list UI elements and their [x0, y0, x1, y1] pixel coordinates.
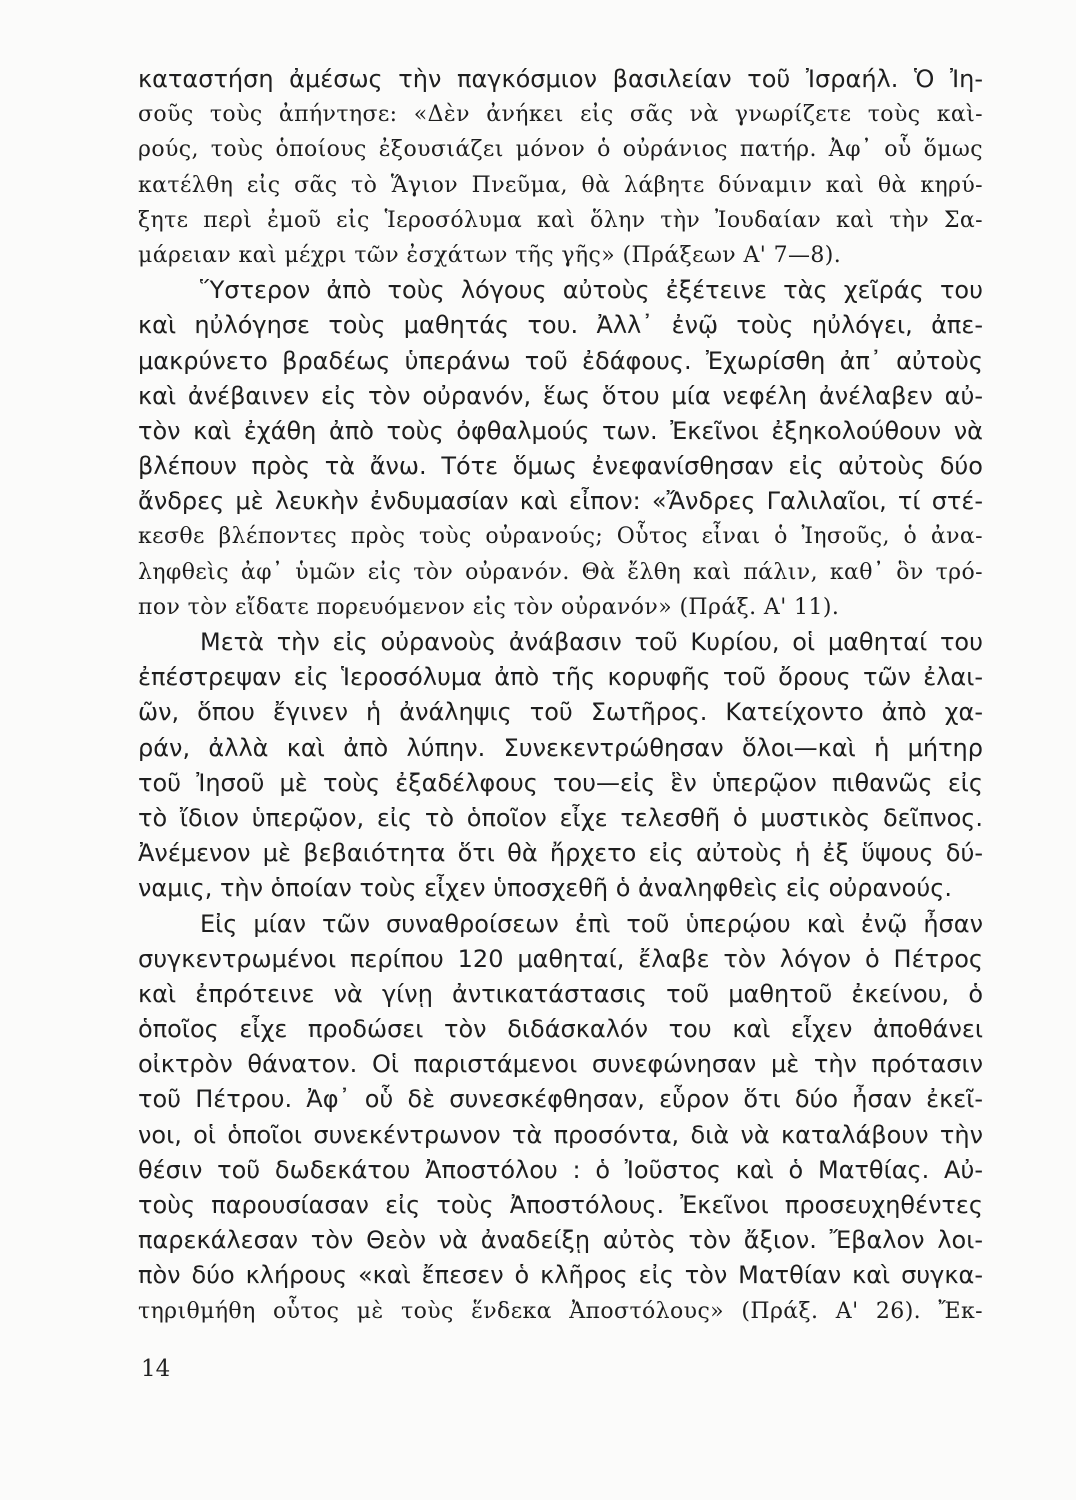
text-line: τοὺς παρουσίασαν εἰς τοὺς Ἀποστόλους. Ἐκεῖνοι προσευχηθέντες	[138, 1191, 983, 1219]
text-line: θέσιν τοῦ δωδεκάτου Ἀποστόλου : ὁ Ἰοῦστος καὶ ὁ Ματθίας. Αὐ-	[138, 1155, 983, 1184]
text-line: κατέλθη εἰς σᾶς τὸ Ἅγιον Πνεῦμα, θὰ λάβητε δύναμιν καὶ θὰ κηρύ-	[138, 172, 983, 198]
text-line: πον τὸν εἴδατε πορευόμενον εἰς τὸν οὐρανόν» (Πράξ. Α' 11).	[138, 594, 840, 620]
paragraph-first-line: Μετὰ τὴν εἰς οὐρανοὺς ἀνάβασιν τοῦ Κυρίου, οἱ μαθηταί του	[200, 628, 983, 656]
text-line: νοι, οἱ ὁποῖοι συνεκέντρωνον τὰ προσόντα, διὰ νὰ καταλάβουν τὴν	[138, 1120, 983, 1149]
body-text	[138, 62, 983, 1329]
paragraph-first-line: Ὕστερον ἀπὸ τοὺς λόγους αὐτοὺς ἐξέτεινε τὰς χεῖράς του	[200, 276, 983, 305]
text-line: καὶ ηὐλόγησε τοὺς μαθητάς του. Ἀλλ᾽ ἐνῷ τοὺς ηὐλόγει, ἀπε-	[138, 311, 983, 340]
text-line: τὸν καὶ ἐχάθη ἀπὸ τοὺς ὀφθαλμούς των. Ἐκεῖνοι ἐξηκολούθουν νὰ	[138, 416, 983, 445]
text-line: καὶ ἀνέβαινεν εἰς τὸν οὐρανόν, ἕως ὅτου μία νεφέλη ἀνέλαβεν αὐ-	[138, 381, 983, 410]
page-number: 14	[141, 1356, 171, 1382]
text-line: βλέπουν πρὸς τὰ ἄνω. Τότε ὅμως ἐνεφανίσθησαν εἰς αὐτοὺς δύο	[138, 452, 983, 481]
text-line: ρούς, τοὺς ὁποίους ἐξουσιάζει μόνον ὁ οὐράνιος πατήρ. Ἀφ᾽ οὗ ὅμως	[138, 137, 983, 163]
text-line: σοῦς τοὺς ἀπήντησε: «Δὲν ἀνήκει εἰς σᾶς νὰ γνωρίζετε τοὺς καὶ-	[138, 102, 983, 128]
text-line: καὶ ἐπρότεινε νὰ γίνῃ ἀντικατάστασις τοῦ μαθητοῦ ἐκείνου, ὁ	[138, 979, 983, 1008]
text-line: ναμις, τὴν ὁποίαν τοὺς εἶχεν ὑποσχεθῆ ὁ ἀναληφθεὶς εἰς οὐρανούς.	[138, 874, 952, 903]
text-line: τηριθμήθη οὗτος μὲ τοὺς ἕνδεκα Ἀποστόλους» (Πράξ. Α' 26). Ἔκ-	[138, 1298, 983, 1324]
text-line: ράν, ἀλλὰ καὶ ἀπὸ λύπην. Συνεκεντρώθησαν ὅλοι—καὶ ἡ μήτηρ	[138, 733, 983, 762]
text-line: τὸ ἴδιον ὑπερῷον, εἰς τὸ ὁποῖον εἶχε τελεσθῆ ὁ μυστικὸς δεῖπνος.	[138, 803, 983, 832]
paragraph-first-line: Εἰς μίαν τῶν συναθροίσεων ἐπὶ τοῦ ὑπερῴου καὶ ἐνῷ ἦσαν	[200, 909, 983, 938]
text-line: παρεκάλεσαν τὸν Θεὸν νὰ ἀναδείξῃ αὐτὸς τὸν ἄξιον. Ἔβαλον λοι-	[138, 1226, 983, 1255]
text-line: ἐπέστρεψαν εἰς Ἱεροσόλυμα ἀπὸ τῆς κορυφῆς τοῦ ὄρους τῶν ἐλαι-	[138, 663, 983, 692]
text-line: ἄνδρες μὲ λευκὴν ἐνδυμασίαν καὶ εἶπον: «Ἄνδρες Γαλιλαῖοι, τί στέ-	[138, 487, 983, 516]
text-line: τοῦ Πέτρου. Ἀφ᾽ οὗ δὲ συνεσκέφθησαν, εὗρον ὅτι δύο ἦσαν ἐκεῖ-	[138, 1085, 983, 1114]
text-line: μάρειαν καὶ μέχρι τῶν ἐσχάτων τῆς γῆς» (Πράξεων Α' 7—8).	[138, 242, 842, 268]
text-line: ῶν, ὅπου ἔγινεν ἡ ἀνάληψις τοῦ Σωτῆρος. Κατείχοντο ἀπὸ χα-	[138, 698, 983, 727]
text-line: καταστήση ἀμέσως τὴν παγκόσμιον βασιλείαν τοῦ Ἰσραήλ. Ὁ Ἰη-	[138, 65, 983, 93]
text-line: ληφθεὶς ἀφ᾽ ὑμῶν εἰς τὸν οὐρανόν. Θὰ ἔλθη καὶ πάλιν, καθ᾽ ὃν τρό-	[138, 559, 983, 585]
text-line: ὁποῖος εἶχε προδώσει τὸν διδάσκαλόν του καὶ εἶχεν ἀποθάνει	[138, 1015, 983, 1044]
text-line: ξητε περὶ ἐμοῦ εἰς Ἱεροσόλυμα καὶ ὅλην τὴν Ἰουδαίαν καὶ τὴν Σα-	[138, 207, 983, 233]
text-line: πὸν δύο κλήρους «καὶ ἔπεσεν ὁ κλῆρος εἰς τὸν Ματθίαν καὶ συγκα-	[138, 1261, 983, 1290]
text-line: οἰκτρὸν θάνατον. Οἱ παριστάμενοι συνεφώνησαν μὲ τὴν πρότασιν	[138, 1050, 983, 1079]
text-line: τοῦ Ἰησοῦ μὲ τοὺς ἐξαδέλφους του—εἰς ἓν ὑπερῷον πιθανῶς εἰς	[138, 768, 983, 797]
text-line: κεσθε βλέποντες πρὸς τοὺς οὐρανούς; Οὗτος εἶναι ὁ Ἰησοῦς, ὁ ἀνα-	[138, 524, 983, 550]
text-line: συγκεντρωμένοι περίπου 120 μαθηταί, ἔλαβε τὸν λόγον ὁ Πέτρος	[138, 944, 983, 973]
text-line: μακρύνετο βραδέως ὑπεράνω τοῦ ἐδάφους. Ἐχωρίσθη ἀπ᾽ αὐτοὺς	[138, 346, 983, 375]
text-line: Ἀνέμενον μὲ βεβαιότητα ὅτι θὰ ἤρχετο εἰς αὐτοὺς ἡ ἐξ ὕψους δύ-	[138, 839, 983, 868]
